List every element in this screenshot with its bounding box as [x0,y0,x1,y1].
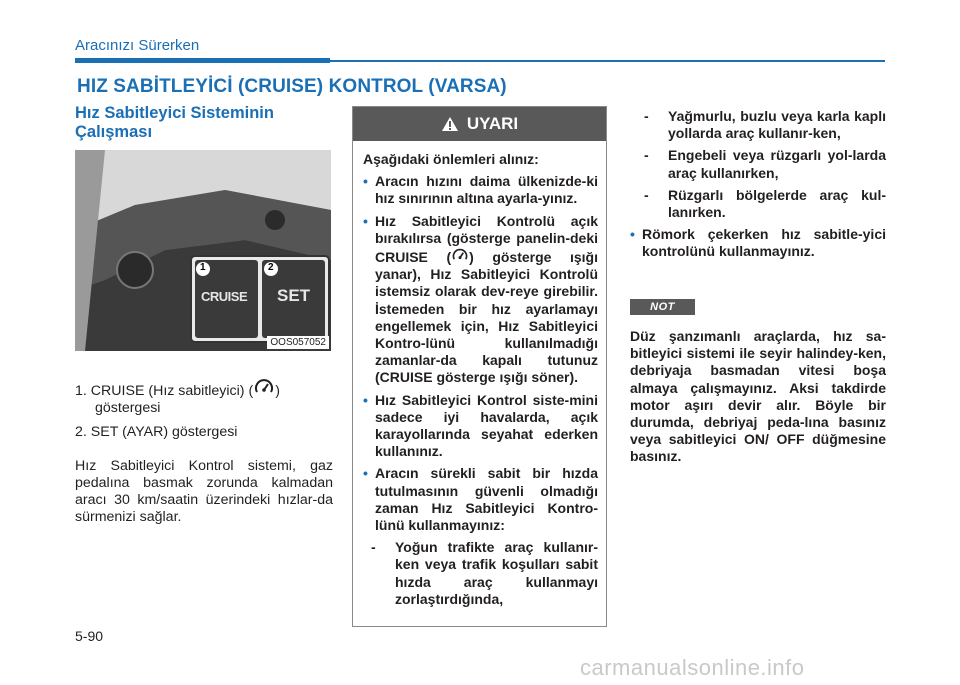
warning-bullet: • Aracın hızını daima ülkenizde-ki hız sınırının altına ayarla-yınız. [363,173,598,207]
warning-bullet: • Römork çekerken hız sabitle-yici kontrolünü kullanmayınız. [630,226,886,260]
warning-bullet: • Aracın sürekli sabit bir hızda tutulmasının güvenli olmadığı zaman Hız Sabitleyici Kontro-lünü kullanmayınız: [363,465,598,534]
header-accent-bar [75,58,330,63]
warning-body [353,141,606,608]
warning-dash-item: - Engebeli veya rüzgarlı yol-larda araç kullanırken, [644,147,886,181]
page-title: HIZ SABİTLEYİCİ (CRUISE) KONTROL (VARSA) [77,76,507,97]
note-tag: NOT [630,299,695,315]
cruise-indicator-icon [451,247,469,265]
list-item: 1. CRUISE (Hız sabitleyici) ( ) göstergesi [75,377,337,417]
warning-dash-item: - Rüzgarlı bölgelerde araç kul-lanırken. [644,186,886,221]
warning-dash-item: - Yağmurlu, buzlu veya karla kaplı yollarda araç kullanır-ken, [644,108,886,142]
warning-box [352,106,607,627]
list-item: 2. SET (AYAR) göstergesi [75,424,238,440]
warning-header [353,107,606,141]
warning-intro: Aşağıdaki önlemleri alınız: [363,151,539,167]
section-label: Aracınızı Sürerken [75,37,200,54]
note-text: Düz şanzımanlı araçlarda, hız sa-bitleyici sistemi ile seyir halindey-ken, debriyaja basmadan vitesi boşa almaya çalışmayınız. Aksi takdirde motor aşırı devir alır. Böyle bir durumda, debriyaj peda-lına basınız veya sabitleyici ON/ OFF düğmesine basınız. [630,328,886,465]
page-number: 5-90 [75,628,104,644]
warning-heading: UYARI [466,114,519,133]
set-button-label: SET [277,286,311,305]
section-subtitle: Hız Sabitleyici Sisteminin Çalışması [75,104,274,141]
header-rule [330,60,885,62]
indicator-list [75,377,337,448]
watermark: carmanualsonline.info [580,655,805,680]
dashboard-photo [75,150,331,351]
warning-continuation [630,108,886,266]
cruise-button-label: CRUISE [201,289,248,304]
warning-bullet: • Hız Sabitleyici Kontrol siste-mini sadece iyi havalarda, açık karayollarında seyahat ederken kullanınız. [363,392,598,461]
photo-code: OOS057052 [267,336,329,349]
warning-dash-item: - Yoğun trafikte araç kullanır-ken veya trafik koşulları sabit hızda araç kullanmayı zorlaştırdığında, [371,539,598,607]
photo-marker-2: 2 [268,262,274,273]
warning-bullet: • Hız Sabitleyici Kontrolü açık bırakılırsa (gösterge panelin-deki CRUISE ( ) gösterge ışığı yanar), Hız Sabitleyici Kontrolü istemsiz olarak dev-reye girebilir. İstemeden bir hız ayarlamayı engellemek için, Hız Sabitleyici Kontro-lünü kullanılmadığı zamanlar-da kapalı tutunuz (CRUISE gösterge ışığı söner). [363,213,598,387]
dashboard-illustration [75,150,331,351]
cruise-indicator-icon [253,377,275,399]
cruise-description: Hız Sabitleyici Kontrol sistemi, gaz pedalına basmak zorunda kalmadan aracı 30 km/saatin üzerindeki hızlar-da sürmenizi sağlar. [75,458,333,525]
photo-marker-1: 1 [200,262,206,273]
warning-triangle-icon [441,116,459,132]
